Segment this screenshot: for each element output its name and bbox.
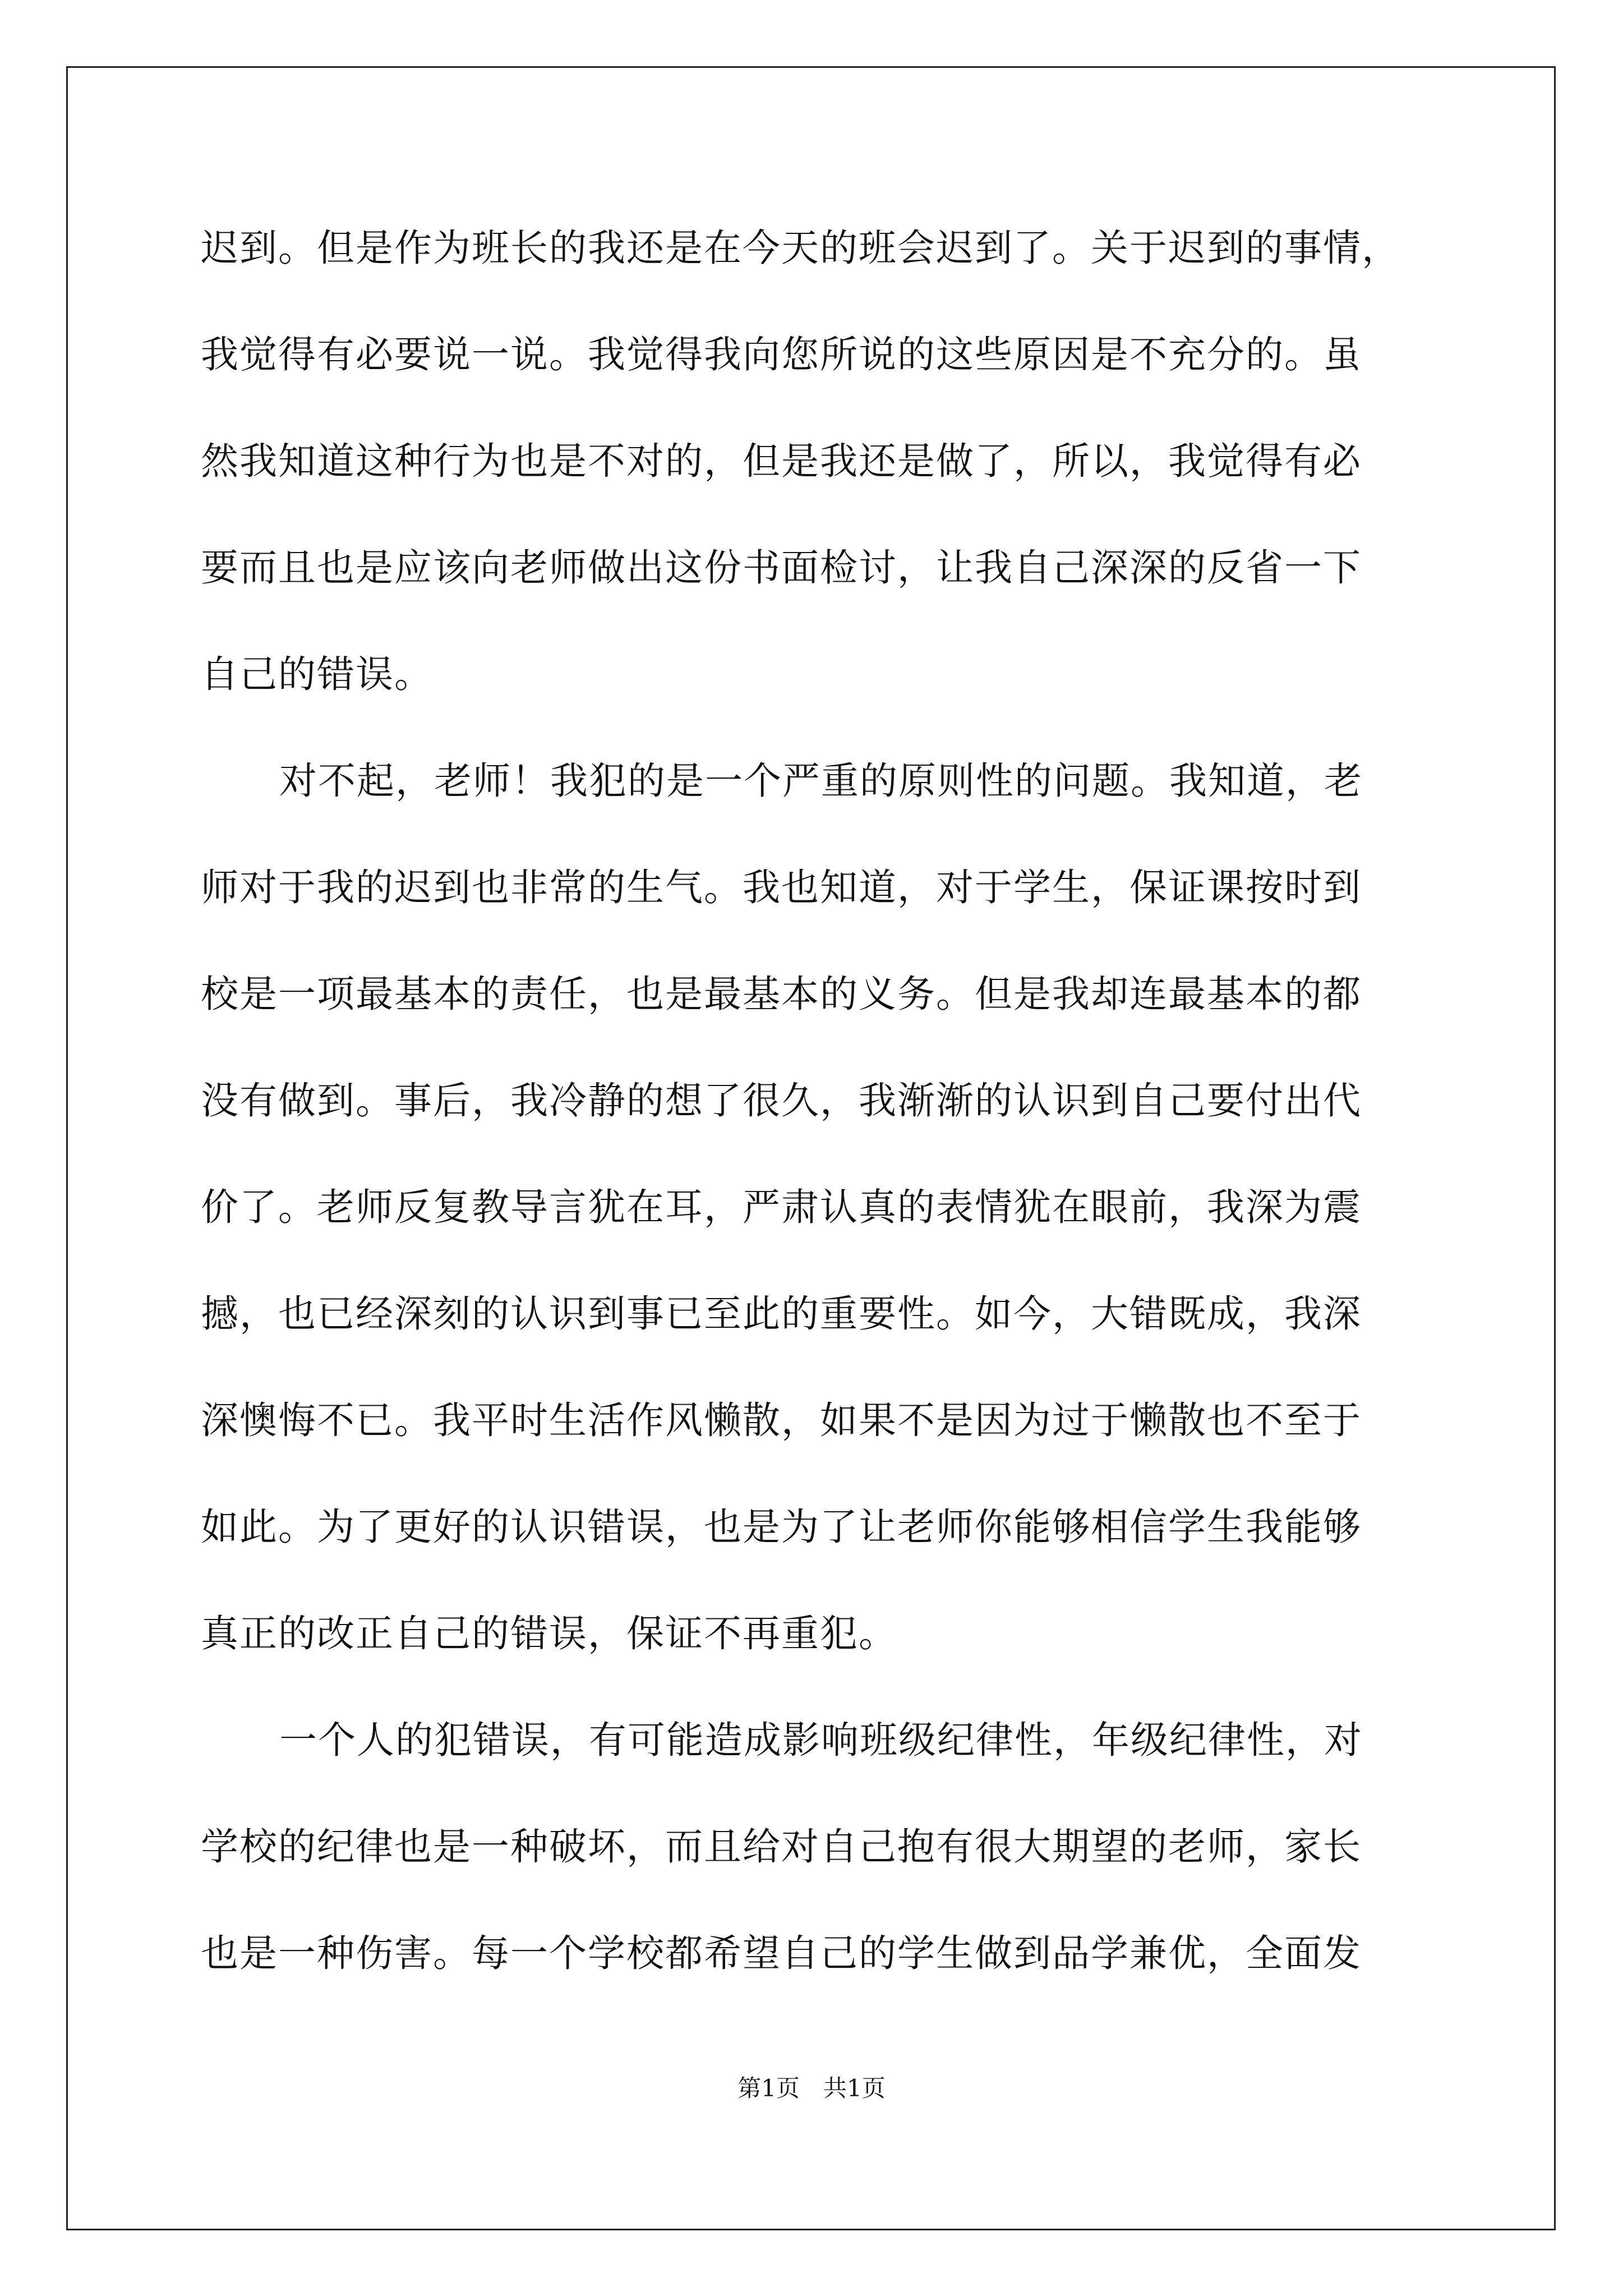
text-line: 迟到。但是作为班长的我还是在今天的班会迟到了。关于迟到的事情， [201, 226, 1400, 270]
text-line: 我觉得有必要说一说。我觉得我向您所说的这些原因是不充分的。虽 [201, 333, 1362, 376]
text-line: 真正的改正自己的错误，保证不再重犯。 [201, 1612, 897, 1655]
text-line: 深懊悔不已。我平时生活作风懒散，如果不是因为过于懒散也不至于 [201, 1398, 1362, 1442]
text-line: 学校的纪律也是一种破坏，而且给对自己抱有很大期望的老师，家长 [201, 1825, 1362, 1869]
text-line: 也是一种伤害。每一个学校都希望自己的学生做到品学兼优，全面发 [201, 1931, 1362, 1975]
text-line: 自己的错误。 [201, 652, 433, 696]
text-line: 校是一项最基本的责任，也是最基本的义务。但是我却连最基本的都 [201, 972, 1362, 1016]
text-line: 如此。为了更好的认识错误，也是为了让老师你能够相信学生我能够 [201, 1505, 1362, 1549]
page-footer: 第1页 共1页 [737, 2074, 886, 2102]
document-body [201, 220, 1429, 2032]
text-line: 一个人的犯错误，有可能造成影响班级纪律性，年级纪律性，对 [279, 1718, 1363, 1762]
text-line: 然我知道这种行为也是不对的，但是我还是做了，所以，我觉得有必 [201, 439, 1362, 483]
text-line: 价了。老师反复教导言犹在耳，严肃认真的表情犹在眼前，我深为震 [201, 1185, 1362, 1229]
text-line: 撼，也已经深刻的认识到事已至此的重要性。如今，大错既成，我深 [201, 1292, 1362, 1336]
text-line: 没有做到。事后，我冷静的想了很久，我渐渐的认识到自己要付出代 [201, 1079, 1362, 1122]
text-line: 要而且也是应该向老师做出这份书面检讨，让我自己深深的反省一下 [201, 546, 1362, 590]
text-line: 师对于我的迟到也非常的生气。我也知道，对于学生，保证课按时到 [201, 866, 1362, 909]
text-line: 对不起，老师！我犯的是一个严重的原则性的问题。我知道，老 [279, 759, 1363, 803]
